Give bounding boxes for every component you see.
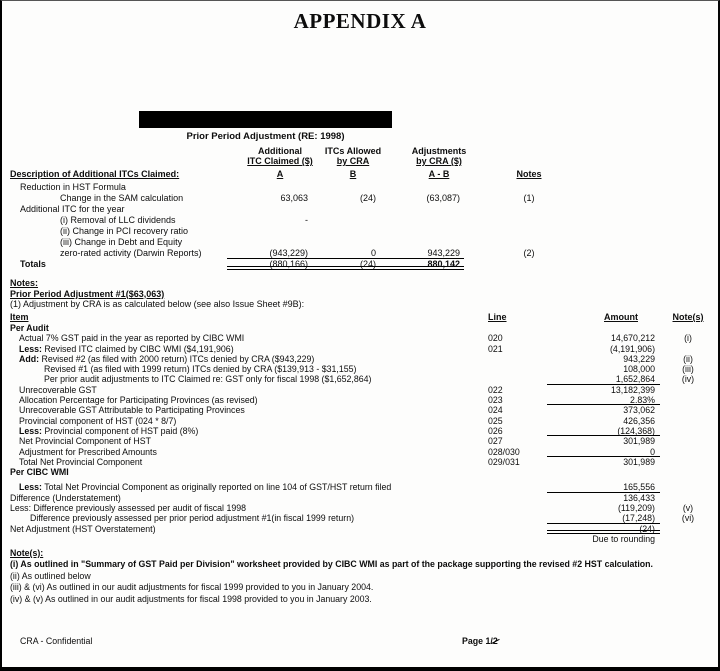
table-row	[10, 395, 716, 405]
row-item	[10, 534, 482, 544]
row-note	[660, 395, 716, 405]
row-note	[660, 457, 716, 467]
table-row	[10, 416, 716, 426]
row-item: Unrecoverable GST	[19, 384, 97, 395]
row-note	[464, 226, 594, 237]
row-item	[10, 344, 482, 354]
row-line: 024	[488, 405, 503, 416]
row-item-text: Revised ITC claimed by CIBC WMI ($4,191,906)	[41, 343, 234, 354]
row-value-b	[312, 237, 380, 248]
row-line: 029/031	[488, 456, 520, 467]
header-line: Notes	[516, 169, 542, 179]
row-note: (iii)	[682, 364, 694, 375]
row-line	[482, 493, 547, 503]
row-amount: 136,433	[623, 492, 655, 503]
row-value-b	[312, 182, 380, 193]
header-line: by CRA	[336, 156, 370, 166]
row-amount: (24)	[547, 524, 660, 534]
row-line: 027	[488, 436, 503, 447]
row-value-c	[380, 226, 464, 237]
row-amount: 1,652,864	[547, 374, 660, 384]
row-note	[660, 344, 716, 354]
row-item-prefix: Less:	[19, 343, 42, 354]
row-item: Difference previously assessed per prior period adjustment #1(in fiscal 1999 return)	[30, 513, 355, 524]
footer-page-number-struck: 2	[492, 636, 498, 646]
row-line	[482, 503, 547, 513]
row-value-a: (943,229)	[227, 248, 312, 259]
header-letter: A - B	[428, 169, 450, 179]
table-row	[10, 457, 716, 467]
column-header-note: Note(s)	[672, 312, 704, 322]
table-row	[10, 237, 714, 248]
row-amount	[547, 467, 660, 477]
row-note	[660, 447, 716, 457]
row-note	[660, 405, 716, 415]
table-row	[10, 204, 714, 215]
row-value-c	[380, 215, 464, 226]
row-item-prefix: Less:	[19, 425, 42, 436]
row-amount: 373,062	[623, 405, 655, 416]
row-line	[482, 374, 547, 384]
row-amount: 943,229	[623, 353, 655, 364]
table-row	[10, 493, 716, 503]
header-letter: A	[276, 169, 284, 179]
row-item: Per CIBC WMI	[10, 467, 69, 478]
row-amount: 2.83%	[547, 395, 660, 405]
row-amount: 165,556	[547, 482, 660, 492]
column-header-itcs-allowed	[312, 146, 394, 179]
row-amount: 301,989	[623, 456, 655, 467]
table-row	[10, 467, 716, 477]
row-note	[464, 215, 594, 226]
row-item: Unrecoverable GST Attributable to Participating Provinces	[19, 405, 245, 416]
table-row	[10, 354, 716, 364]
row-label: zero-rated activity (Darwin Reports)	[60, 248, 202, 258]
row-line: 021	[488, 343, 503, 354]
row-note	[660, 524, 716, 534]
row-line: 020	[488, 333, 503, 344]
row-note: (vi)	[681, 513, 695, 524]
row-label: Change in the SAM calculation	[60, 193, 184, 203]
calc-table-body	[10, 323, 716, 544]
row-amount: 13,182,399	[610, 384, 655, 395]
row-note: (ii)	[683, 353, 693, 364]
header-line: Additional	[258, 146, 302, 156]
row-amount: 426,356	[623, 415, 655, 426]
page-title: APPENDIX A	[293, 9, 427, 33]
row-note	[660, 482, 716, 492]
row-line	[482, 467, 547, 477]
row-note	[660, 534, 716, 544]
row-value-b: (24)	[312, 259, 380, 270]
row-line	[482, 482, 547, 492]
row-item: Total Net Provincial Component	[19, 456, 143, 467]
calc-table-header	[2, 312, 720, 323]
row-item: Revised #1 (as filed with 1999 return) ITCs denied by CRA ($139,913 - $31,155)	[44, 364, 357, 375]
header-line: ITC Claimed ($)	[247, 156, 313, 166]
table-row	[10, 374, 716, 384]
row-line: 028/030	[488, 446, 520, 457]
column-header-amount: Amount	[604, 312, 638, 322]
notes-heading: Notes:	[10, 278, 39, 288]
row-label: Additional ITC for the year	[20, 204, 125, 214]
row-item	[10, 354, 482, 364]
totals-row	[10, 259, 714, 270]
row-line	[482, 323, 547, 333]
row-amount: (4,191,906)	[610, 343, 655, 354]
table-row	[10, 405, 716, 415]
row-value-a	[227, 226, 312, 237]
row-value-a: (880,166)	[227, 259, 312, 270]
column-header-notes	[497, 169, 561, 179]
row-amount: Due to rounding	[592, 533, 655, 544]
footer-confidential-label: CRA - Confidential	[20, 636, 93, 646]
row-line	[482, 364, 547, 374]
row-item-text: Revised #2 (as filed with 2000 return) ITCs denied by CRA ($943,229)	[39, 353, 315, 364]
description-column-header: Description of Additional ITCs Claimed:	[10, 169, 180, 179]
document-subtitle: Prior Period Adjustment (RE: 1998)	[186, 131, 345, 142]
row-note: (iv)	[681, 374, 695, 385]
notes-subheading: Prior Period Adjustment #1($63,063)	[10, 288, 165, 299]
table-row	[10, 226, 714, 237]
footnote-item: (i) As outlined in "Summary of GST Paid per Division" worksheet provided by CIBC WMI as part of the package supporting the revised #2 HST calculation.	[10, 559, 653, 570]
table-row	[10, 248, 714, 259]
row-line	[482, 534, 547, 544]
row-note: (v)	[682, 503, 694, 514]
row-amount: (17,248)	[547, 513, 660, 523]
table-row	[10, 193, 714, 204]
redaction-bar	[139, 111, 392, 128]
row-amount: 301,989	[623, 436, 655, 447]
table-row	[10, 323, 716, 333]
table-row	[10, 215, 714, 226]
footer-page-number	[462, 636, 498, 646]
row-amount: 108,000	[623, 364, 655, 375]
itc-table-header	[10, 145, 714, 179]
row-line: 022	[488, 384, 503, 395]
row-value-a: -	[305, 215, 308, 225]
row-item: Net Adjustment (HST Overstatement)	[10, 523, 156, 534]
row-label: (i) Removal of LLC dividends	[60, 215, 176, 225]
row-item: Allocation Percentage for Participating Provinces (as revised)	[19, 395, 258, 406]
notes-intro: (1) Adjustment by CRA is as calculated below (see also Issue Sheet #9B):	[10, 299, 305, 310]
row-note	[660, 467, 716, 477]
row-value-a: 63,063	[280, 193, 308, 203]
row-item: Per Audit	[10, 323, 49, 333]
row-value-c	[380, 182, 464, 193]
row-label: Reduction in HST Formula	[20, 182, 126, 192]
table-row	[10, 333, 716, 343]
row-line	[482, 354, 547, 364]
row-label: (ii) Change in PCI recovery ratio	[60, 226, 189, 236]
row-note: (i)	[684, 333, 692, 344]
row-note	[464, 182, 594, 193]
row-note	[660, 436, 716, 446]
row-value-c	[380, 237, 464, 248]
row-amount: 14,670,212	[610, 333, 655, 344]
column-header-line: Line	[488, 312, 507, 322]
row-value-c: 880,142	[380, 259, 464, 270]
row-item: Provincial component of HST (024 * 8/7)	[19, 415, 177, 426]
row-value-a	[227, 204, 312, 215]
row-item-text: Provincial component of HST paid (8%)	[41, 425, 199, 436]
row-note	[660, 426, 716, 436]
header-letter: B	[349, 169, 357, 179]
table-row	[10, 182, 714, 193]
notes-heading-block	[10, 278, 304, 310]
row-value-b	[312, 226, 380, 237]
row-item-text: Total Net Provincial Component as originally reported on line 104 of GST/HST return filed	[41, 482, 392, 493]
row-value-b	[312, 204, 380, 215]
row-note	[660, 385, 716, 395]
table-row	[10, 364, 716, 374]
row-amount	[547, 323, 660, 333]
row-item: Per prior audit adjustments to ITC Claimed re: GST only for fiscal 1998 ($1,652,864)	[44, 374, 372, 385]
row-line: 026	[488, 425, 503, 436]
row-value-a	[227, 182, 312, 193]
row-label: (iii) Change in Debt and Equity	[60, 237, 183, 247]
table-row	[10, 482, 716, 492]
footnote-item: (iii) & (vi) As outlined in our audit adjustments for fiscal 1999 provided to you in January 2004.	[10, 582, 374, 593]
row-line: 025	[488, 415, 503, 426]
row-line	[482, 524, 547, 534]
row-value-c: (63,087)	[426, 193, 460, 203]
row-note	[464, 237, 594, 248]
row-value-a	[227, 237, 312, 248]
row-note	[660, 416, 716, 426]
row-note	[660, 323, 716, 333]
row-item: Less: Difference previously assessed per audit of fiscal 1998	[10, 503, 247, 514]
row-item	[10, 426, 482, 436]
table-row	[10, 534, 716, 544]
row-value-b	[312, 215, 380, 226]
row-value-c	[380, 204, 464, 215]
row-label: Totals	[20, 259, 46, 269]
table-row	[10, 524, 716, 534]
footnote-item: (ii) As outlined below	[10, 570, 91, 581]
footnotes-heading: Note(s):	[10, 548, 44, 558]
row-line	[482, 513, 547, 523]
footer-page-label: Page 1/	[462, 636, 493, 646]
table-row	[10, 385, 716, 395]
itc-table-body	[10, 182, 714, 270]
header-line: ITCs Allowed	[324, 146, 382, 156]
row-note: (1)	[523, 193, 535, 203]
row-amount: 0	[547, 447, 660, 457]
row-value-c: 943,229	[380, 248, 464, 259]
footnote-item: (iv) & (v) As outlined in our audit adjustments for fiscal 1998 provided to you in January 2003.	[10, 593, 372, 604]
table-row	[10, 503, 716, 513]
row-note	[660, 493, 716, 503]
row-item: Actual 7% GST paid in the year as reported by CIBC WMI	[19, 333, 245, 344]
row-amount: (124,368)	[547, 426, 660, 436]
row-amount: (119,209)	[617, 503, 655, 514]
table-row	[10, 436, 716, 446]
table-row	[10, 447, 716, 457]
column-header-item: Item	[10, 312, 29, 322]
row-note: (2)	[523, 248, 535, 258]
row-value-b: 0	[312, 248, 380, 259]
row-item	[10, 482, 482, 492]
row-item: Adjustment for Prescribed Amounts	[19, 446, 157, 457]
row-item: Difference (Understatement)	[10, 492, 121, 503]
header-line: Adjustments	[411, 146, 467, 156]
table-row	[10, 344, 716, 354]
table-row	[10, 513, 716, 523]
header-line: by CRA ($)	[416, 156, 462, 166]
row-item: Net Provincial Component of HST	[19, 436, 152, 447]
row-item-prefix: Add:	[19, 353, 40, 364]
row-item-prefix: Less:	[19, 482, 42, 493]
row-line: 023	[488, 395, 503, 406]
row-note	[464, 204, 594, 215]
column-header-adjustments	[392, 146, 486, 179]
row-note	[464, 259, 594, 270]
row-value-b: (24)	[359, 193, 376, 203]
footnotes-block	[10, 548, 653, 605]
table-row	[10, 426, 716, 436]
